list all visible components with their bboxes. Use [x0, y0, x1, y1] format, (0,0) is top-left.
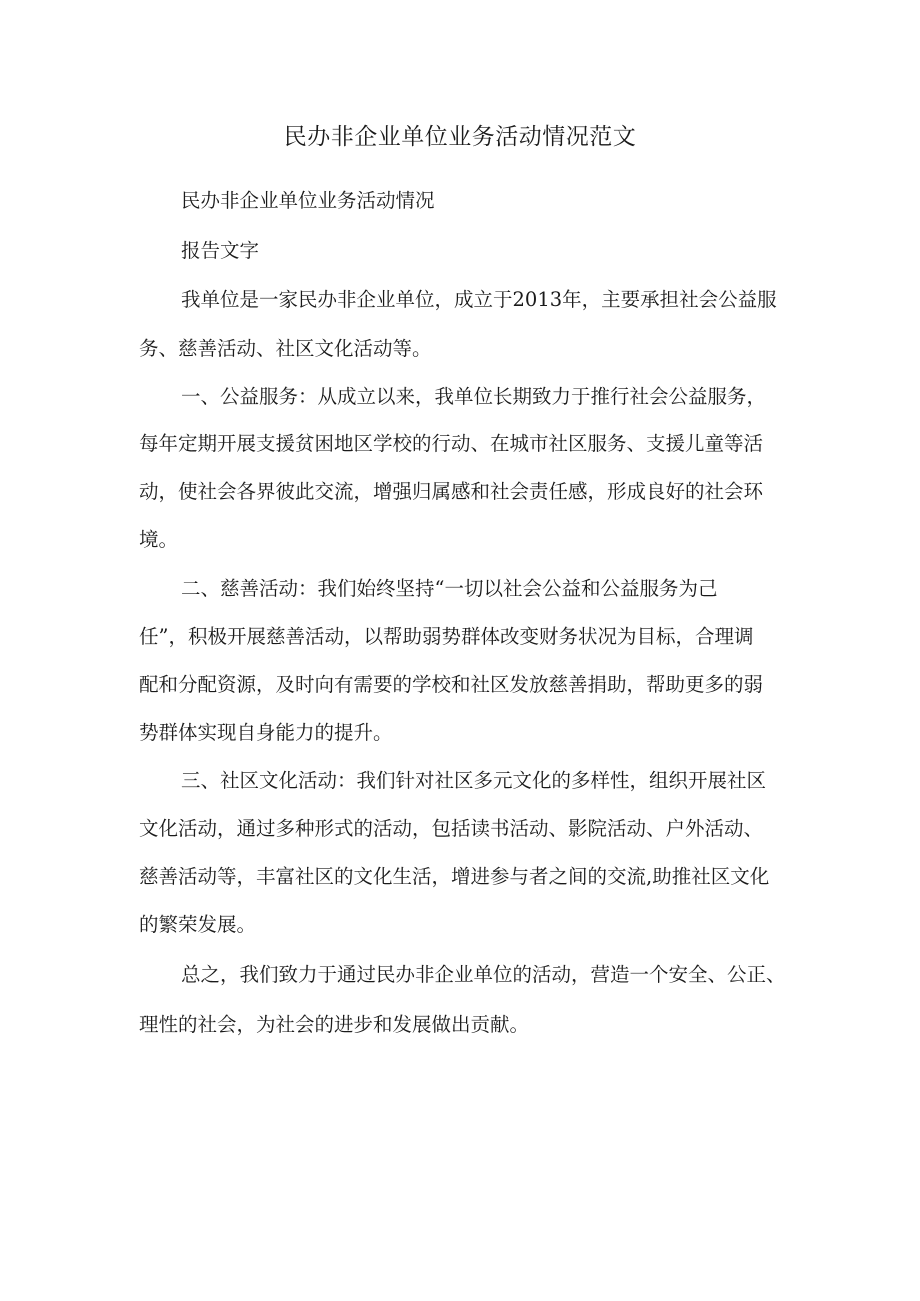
community-culture-line-2: 文化活动，通过多种形式的活动，包括读书活动、影院活动、户外活动、: [139, 817, 764, 840]
charity-line-2: 任”，积极开展慈善活动，以帮助弱势群体改变财务状况为目标，合理调: [139, 625, 754, 648]
document-subtitle: 民办非企业单位业务活动情况: [181, 189, 435, 212]
public-service-line-3: 动，使社会各界彼此交流，增强归属感和社会责任感，形成良好的社会环: [139, 480, 764, 503]
community-culture-line-3: 慈善活动等，丰富社区的文化生活，增进参与者之间的交流,助推社区文化: [139, 865, 770, 888]
report-label: 报告文字: [181, 239, 260, 262]
community-culture-line-1: 三、社区文化活动：我们针对社区多元文化的多样性，组织开展社区: [181, 769, 767, 792]
charity-line-1: 二、慈善活动：我们始终坚持“一切以社会公益和公益服务为己: [181, 577, 718, 600]
public-service-line-4: 境。: [139, 528, 179, 551]
conclusion-line-2: 理性的社会，为社会的进步和发展做出贡献。: [139, 1013, 530, 1036]
public-service-line-1: 一、公益服务：从成立以来，我单位长期致力于推行社会公益服务，: [181, 385, 767, 408]
community-culture-line-4: 的繁荣发展。: [139, 913, 257, 936]
charity-line-4: 势群体实现自身能力的提升。: [139, 721, 393, 744]
public-service-line-2: 每年定期开展支援贫困地区学校的行动、在城市社区服务、支援儿童等活: [139, 432, 764, 455]
intro-paragraph-line-2: 务、慈善活动、社区文化活动等。: [139, 337, 432, 360]
conclusion-line-1: 总之，我们致力于通过民办非企业单位的活动，营造一个安全、公正、: [181, 963, 786, 986]
intro-paragraph-line-1: 我单位是一家民办非企业单位，成立于2013年，主要承担社会公益服: [181, 288, 777, 311]
charity-line-3: 配和分配资源，及时向有需要的学校和社区发放慈善捐助，帮助更多的弱: [139, 673, 764, 696]
page-title: 民办非企业单位业务活动情况范文: [283, 124, 637, 150]
